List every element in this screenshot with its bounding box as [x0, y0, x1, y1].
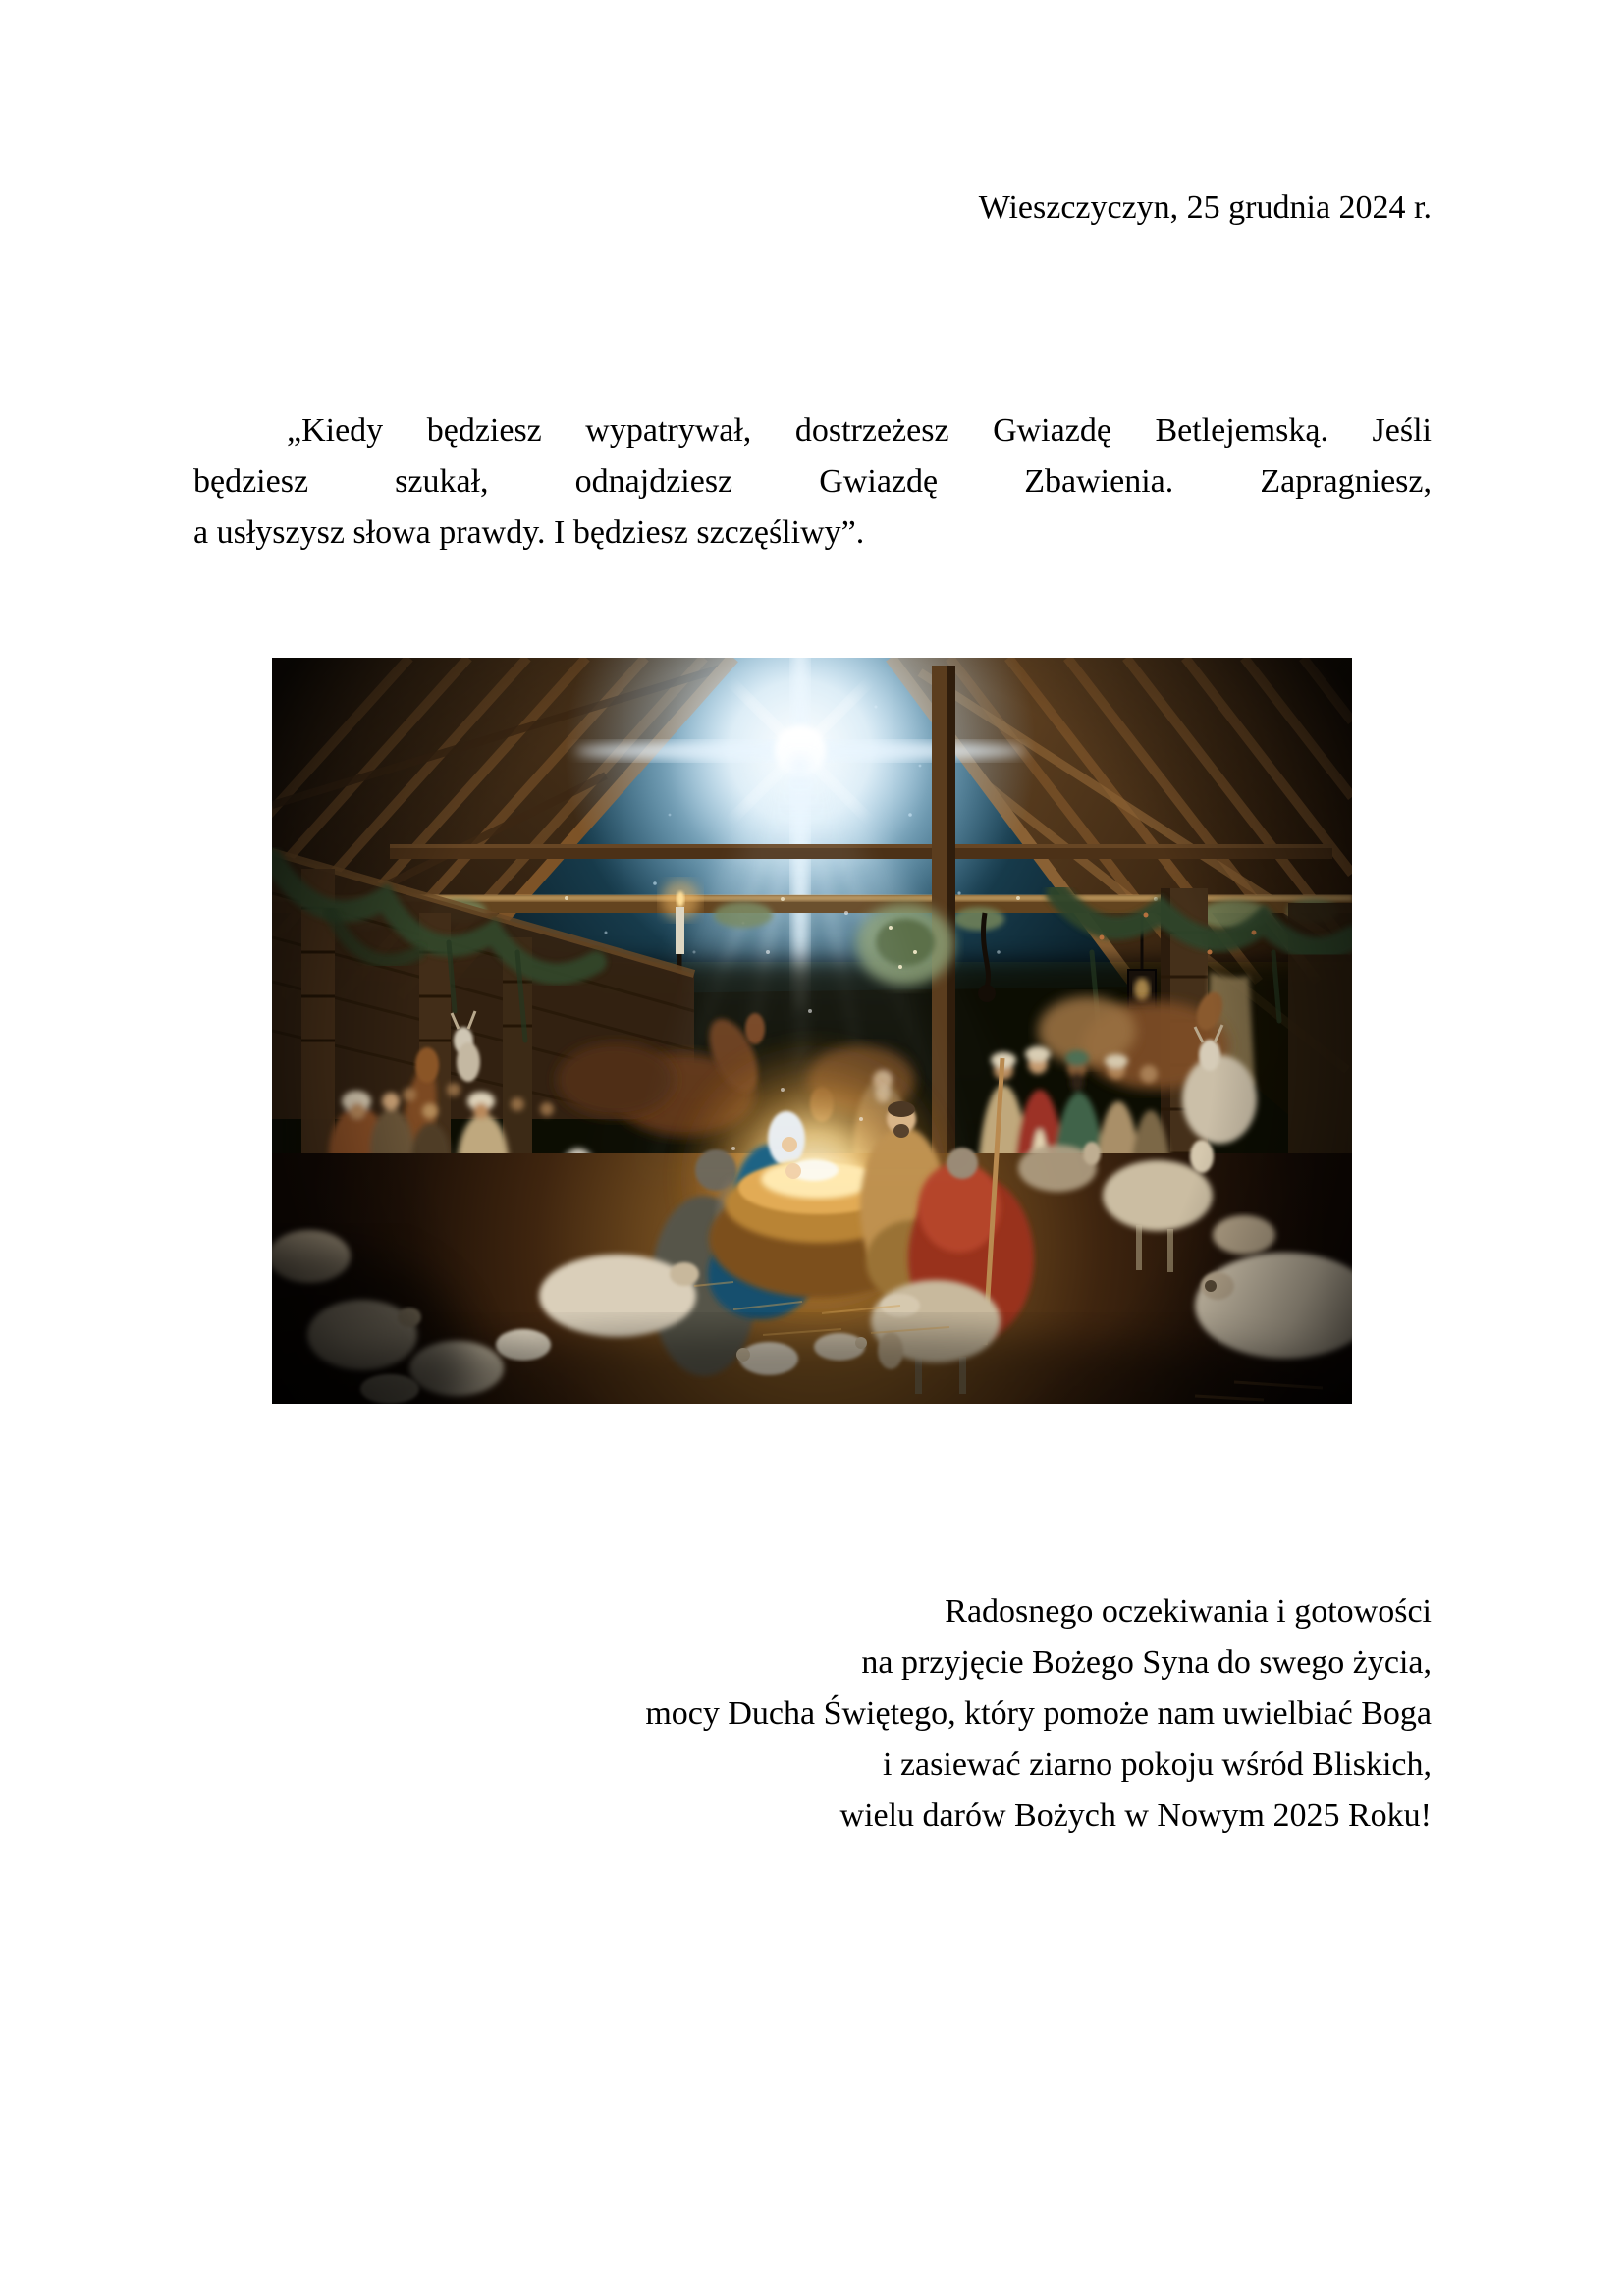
closing-line: mocy Ducha Świętego, który pomoże nam uwielbiać Boga	[645, 1695, 1432, 1732]
nativity-illustration	[272, 658, 1352, 1404]
closing-line: Radosnego oczekiwania i gotowości	[945, 1593, 1432, 1629]
quote-paragraph	[193, 405, 1432, 559]
quote-line: „Kiedy będziesz wypatrywał, dostrzeżesz Gwiazdę Betlejemską. Jeśli	[287, 412, 1432, 449]
closing-line: na przyjęcie Bożego Syna do swego życia,	[861, 1644, 1432, 1681]
quote-line: będziesz szukał, odnajdziesz Gwiazdę Zbawienia. Zapragniesz,	[193, 463, 1432, 500]
dateline: Wieszczyczyn, 25 grudnia 2024 r.	[978, 189, 1432, 226]
vignette	[272, 658, 1352, 1404]
closing-line: wielu darów Bożych w Nowym 2025 Roku!	[839, 1797, 1432, 1834]
quote-line: a usłyszysz słowa prawdy. I będziesz szczęśliwy”.	[193, 514, 865, 551]
closing-line: i zasiewać ziarno pokoju wśród Bliskich,	[883, 1746, 1432, 1783]
closing-blessing	[193, 1586, 1432, 1842]
